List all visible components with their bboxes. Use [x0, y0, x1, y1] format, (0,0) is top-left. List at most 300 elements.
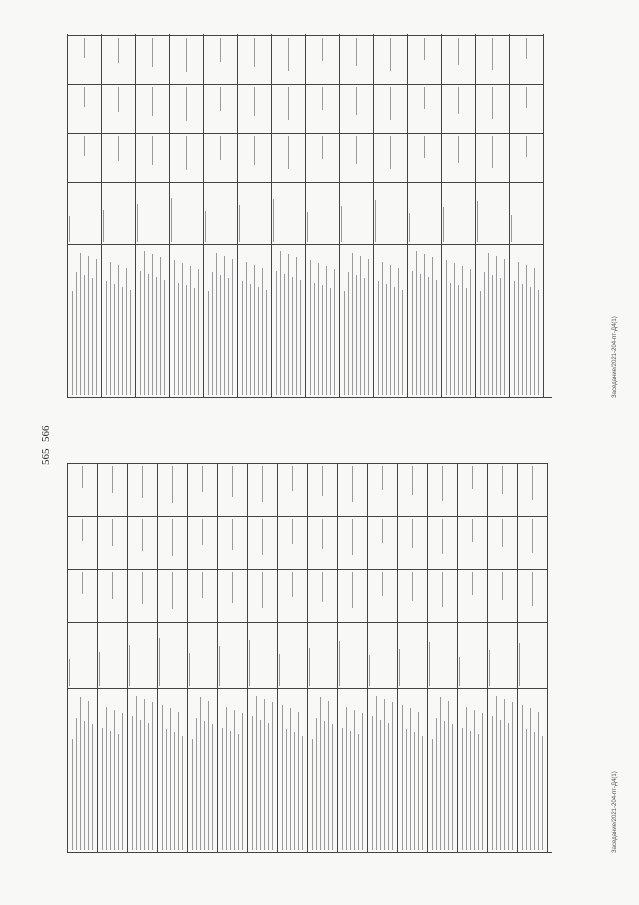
row-description — [272, 244, 305, 397]
row-value-2 — [272, 84, 305, 133]
illegible-text-line — [496, 696, 497, 850]
illegible-text-line — [384, 699, 385, 850]
illegible-text-line — [312, 739, 313, 850]
illegible-text-line — [458, 285, 459, 395]
illegible-number — [84, 38, 85, 58]
illegible-text-line — [324, 721, 325, 850]
row-value-3 — [128, 463, 157, 516]
illegible-text-line — [392, 702, 393, 850]
row-value-2 — [238, 84, 271, 133]
illegible-text-line — [122, 287, 123, 395]
illegible-number — [442, 572, 443, 607]
row-budget-code — [136, 182, 169, 244]
table-row — [218, 463, 248, 852]
table-row — [374, 34, 408, 397]
row-value-3 — [374, 35, 407, 84]
illegible-number — [322, 466, 323, 496]
illegible-number — [412, 572, 413, 601]
illegible-text-line — [526, 265, 527, 395]
row-description — [408, 244, 441, 397]
row-value-3 — [68, 35, 101, 84]
illegible-text-line — [390, 265, 391, 395]
table-row — [398, 463, 428, 852]
illegible-text-line — [290, 709, 291, 851]
illegible-number — [492, 87, 493, 119]
illegible-text-line — [406, 729, 407, 850]
row-value-2 — [248, 516, 277, 569]
row-value-1 — [136, 133, 169, 182]
illegible-text-line — [334, 269, 335, 395]
row-value-1 — [338, 569, 367, 622]
illegible-number — [232, 572, 233, 603]
illegible-text-line — [322, 285, 323, 395]
row-description — [510, 244, 543, 397]
illegible-number — [262, 572, 263, 608]
illegible-text-line — [412, 271, 413, 395]
row-description — [238, 244, 271, 397]
illegible-text-line — [450, 283, 451, 395]
illegible-text-line — [462, 266, 463, 395]
illegible-number — [232, 519, 233, 550]
table-row — [188, 463, 218, 852]
illegible-text-line — [230, 731, 231, 850]
table-row — [204, 34, 238, 397]
row-description — [68, 244, 101, 397]
row-budget-code — [306, 182, 339, 244]
illegible-number — [202, 572, 203, 598]
table-row — [128, 463, 158, 852]
table-row — [306, 34, 340, 397]
illegible-number — [232, 466, 233, 497]
row-value-1 — [428, 569, 457, 622]
illegible-text-line — [152, 702, 153, 850]
illegible-text-line — [284, 274, 285, 395]
budget-table-page-566 — [67, 34, 552, 398]
table-row — [518, 463, 548, 852]
illegible-number — [322, 87, 323, 110]
row-value-2 — [442, 84, 475, 133]
illegible-number — [356, 87, 357, 115]
row-value-2 — [68, 516, 97, 569]
row-value-1 — [518, 569, 547, 622]
illegible-text-line — [122, 713, 123, 850]
illegible-text-line — [360, 256, 361, 395]
illegible-text-line — [174, 732, 175, 850]
illegible-text-line — [504, 259, 505, 395]
illegible-number — [472, 572, 473, 595]
page-number-565: 565 — [40, 448, 52, 465]
illegible-text-line — [310, 260, 311, 395]
side-label-right: Заседание/2021-204-пт-Д4(1) — [612, 316, 618, 398]
illegible-text-line — [470, 269, 471, 395]
row-value-3 — [442, 35, 475, 84]
budget-table-page-565 — [67, 463, 552, 853]
illegible-text-line — [192, 739, 193, 850]
row-value-1 — [102, 133, 135, 182]
row-description — [488, 688, 517, 852]
row-value-2 — [98, 516, 127, 569]
illegible-number — [424, 87, 425, 109]
illegible-text-line — [480, 291, 481, 395]
illegible-text-line — [422, 736, 423, 850]
illegible-number — [152, 136, 153, 165]
illegible-number — [532, 572, 533, 606]
illegible-text-line — [190, 266, 191, 395]
illegible-text-line — [462, 728, 463, 850]
illegible-text-line — [174, 260, 175, 395]
illegible-text-line — [212, 724, 213, 850]
row-description — [158, 688, 187, 852]
row-value-3 — [188, 463, 217, 516]
illegible-number — [532, 466, 533, 500]
row-budget-code — [398, 622, 427, 688]
illegible-number — [502, 519, 503, 547]
row-budget-code — [442, 182, 475, 244]
illegible-text-line — [110, 731, 111, 850]
row-value-1 — [398, 569, 427, 622]
illegible-text-line — [436, 718, 437, 850]
row-budget-code — [128, 622, 157, 688]
row-description — [428, 688, 457, 852]
illegible-text-line — [542, 736, 543, 850]
row-value-1 — [158, 569, 187, 622]
illegible-text-line — [140, 271, 141, 395]
row-value-1 — [374, 133, 407, 182]
illegible-text-line — [344, 291, 345, 395]
illegible-text-line — [478, 734, 479, 850]
illegible-number — [382, 519, 383, 543]
table-row — [238, 34, 272, 397]
illegible-text-line — [260, 720, 261, 850]
table-row — [338, 463, 368, 852]
row-value-3 — [338, 463, 367, 516]
row-budget-code — [338, 622, 367, 688]
illegible-text-line — [354, 710, 355, 850]
page-number-566: 566 — [40, 425, 52, 442]
illegible-text-line — [350, 731, 351, 850]
side-label-left: Заседание/2021-204-пт-Д4(1) — [612, 771, 618, 853]
illegible-number — [409, 214, 410, 243]
illegible-text-line — [410, 709, 411, 851]
illegible-number — [459, 657, 460, 686]
row-value-3 — [488, 463, 517, 516]
illegible-number — [511, 215, 512, 242]
illegible-number — [254, 38, 255, 67]
illegible-text-line — [482, 713, 483, 850]
illegible-number — [220, 38, 221, 62]
illegible-text-line — [530, 709, 531, 851]
illegible-text-line — [194, 288, 195, 395]
illegible-number — [288, 38, 289, 71]
row-budget-code — [102, 182, 135, 244]
illegible-text-line — [522, 284, 523, 395]
illegible-number — [142, 466, 143, 498]
illegible-number — [458, 38, 459, 65]
row-description — [188, 688, 217, 852]
row-description — [374, 244, 407, 397]
illegible-number — [519, 643, 520, 686]
illegible-number — [103, 210, 104, 242]
row-value-1 — [488, 569, 517, 622]
illegible-number — [172, 466, 173, 503]
illegible-number — [292, 519, 293, 544]
illegible-text-line — [114, 284, 115, 395]
illegible-number — [492, 136, 493, 168]
row-description — [170, 244, 203, 397]
illegible-number — [69, 659, 70, 686]
illegible-number — [254, 136, 255, 165]
table-row — [102, 34, 136, 397]
illegible-text-line — [76, 272, 77, 395]
illegible-text-line — [418, 712, 419, 850]
illegible-text-line — [232, 259, 233, 395]
illegible-text-line — [160, 257, 161, 395]
illegible-number — [424, 38, 425, 60]
row-value-1 — [204, 133, 237, 182]
illegible-text-line — [276, 271, 277, 395]
table-row — [408, 34, 442, 397]
row-value-3 — [204, 35, 237, 84]
illegible-number — [273, 199, 274, 242]
illegible-text-line — [432, 739, 433, 850]
row-value-2 — [218, 516, 247, 569]
illegible-text-line — [348, 272, 349, 395]
illegible-text-line — [118, 734, 119, 850]
row-budget-code — [68, 182, 101, 244]
illegible-text-line — [264, 699, 265, 850]
illegible-text-line — [402, 705, 403, 850]
row-value-3 — [306, 35, 339, 84]
row-value-1 — [128, 569, 157, 622]
illegible-number — [458, 136, 459, 163]
illegible-number — [186, 87, 187, 121]
row-budget-code — [238, 182, 271, 244]
row-value-2 — [68, 84, 101, 133]
illegible-number — [82, 572, 83, 594]
illegible-number — [279, 654, 280, 686]
illegible-number — [443, 207, 444, 242]
illegible-text-line — [420, 274, 421, 395]
illegible-text-line — [178, 283, 179, 395]
row-value-2 — [188, 516, 217, 569]
illegible-number — [82, 466, 83, 488]
illegible-text-line — [246, 262, 247, 395]
illegible-text-line — [182, 736, 183, 850]
row-value-3 — [102, 35, 135, 84]
illegible-text-line — [326, 266, 327, 395]
row-budget-code — [158, 622, 187, 688]
illegible-text-line — [440, 697, 441, 850]
illegible-text-line — [500, 278, 501, 395]
row-value-3 — [218, 463, 247, 516]
illegible-number — [288, 87, 289, 120]
table-row — [68, 34, 102, 397]
illegible-text-line — [110, 262, 111, 395]
illegible-text-line — [162, 705, 163, 850]
illegible-text-line — [80, 697, 81, 850]
illegible-number — [118, 87, 119, 112]
table-row — [170, 34, 204, 397]
illegible-text-line — [84, 275, 85, 395]
illegible-text-line — [330, 288, 331, 395]
illegible-text-line — [106, 707, 107, 850]
illegible-text-line — [318, 263, 319, 395]
row-value-2 — [128, 516, 157, 569]
row-value-2 — [278, 516, 307, 569]
illegible-text-line — [280, 251, 281, 395]
illegible-number — [220, 136, 221, 160]
illegible-text-line — [294, 732, 295, 850]
row-description — [98, 688, 127, 852]
illegible-text-line — [144, 699, 145, 850]
illegible-number — [502, 466, 503, 494]
row-description — [398, 688, 427, 852]
illegible-text-line — [148, 274, 149, 395]
illegible-text-line — [80, 253, 81, 395]
row-value-2 — [458, 516, 487, 569]
illegible-text-line — [538, 712, 539, 850]
illegible-number — [292, 466, 293, 491]
illegible-number — [412, 519, 413, 548]
illegible-number — [112, 572, 113, 599]
illegible-text-line — [314, 283, 315, 395]
row-value-2 — [204, 84, 237, 133]
illegible-text-line — [208, 291, 209, 395]
illegible-text-line — [266, 290, 267, 395]
illegible-text-line — [182, 263, 183, 395]
row-value-3 — [340, 35, 373, 84]
row-value-3 — [408, 35, 441, 84]
row-description — [136, 244, 169, 397]
row-budget-code — [408, 182, 441, 244]
illegible-text-line — [454, 263, 455, 395]
illegible-text-line — [220, 275, 221, 395]
illegible-text-line — [208, 701, 209, 850]
illegible-text-line — [320, 697, 321, 850]
illegible-number — [205, 211, 206, 242]
illegible-text-line — [538, 290, 539, 395]
illegible-text-line — [76, 718, 77, 850]
illegible-text-line — [234, 710, 235, 850]
illegible-text-line — [342, 728, 343, 850]
illegible-text-line — [328, 701, 329, 850]
illegible-text-line — [484, 272, 485, 395]
row-value-1 — [408, 133, 441, 182]
illegible-text-line — [356, 275, 357, 395]
table-row — [458, 463, 488, 852]
row-description — [102, 244, 135, 397]
illegible-number — [526, 87, 527, 108]
illegible-number — [239, 205, 240, 242]
illegible-number — [502, 572, 503, 600]
illegible-number — [322, 38, 323, 61]
row-value-2 — [476, 84, 509, 133]
illegible-text-line — [530, 287, 531, 395]
row-value-2 — [158, 516, 187, 569]
table-row — [428, 463, 458, 852]
illegible-text-line — [212, 272, 213, 395]
illegible-number — [472, 466, 473, 489]
illegible-text-line — [140, 720, 141, 850]
row-budget-code — [510, 182, 543, 244]
illegible-number — [288, 136, 289, 169]
row-value-1 — [368, 569, 397, 622]
row-budget-code — [204, 182, 237, 244]
row-value-3 — [428, 463, 457, 516]
table-row — [272, 34, 306, 397]
illegible-number — [526, 38, 527, 59]
illegible-number — [118, 136, 119, 161]
illegible-number — [219, 646, 220, 686]
table-row — [136, 34, 170, 397]
illegible-text-line — [428, 277, 429, 395]
illegible-number — [186, 136, 187, 170]
row-value-1 — [308, 569, 337, 622]
row-budget-code — [476, 182, 509, 244]
illegible-number — [390, 38, 391, 71]
row-value-2 — [518, 516, 547, 569]
row-description — [218, 688, 247, 852]
illegible-number — [526, 136, 527, 157]
illegible-text-line — [166, 729, 167, 850]
row-value-2 — [368, 516, 397, 569]
illegible-text-line — [144, 251, 145, 395]
table-row — [510, 34, 544, 397]
illegible-text-line — [84, 721, 85, 850]
illegible-text-line — [372, 716, 373, 850]
illegible-number — [220, 87, 221, 111]
illegible-text-line — [474, 710, 475, 850]
illegible-text-line — [114, 710, 115, 850]
row-value-2 — [374, 84, 407, 133]
illegible-number — [129, 645, 130, 686]
table-row — [476, 34, 510, 397]
table-row — [442, 34, 476, 397]
illegible-text-line — [72, 739, 73, 850]
illegible-number — [341, 206, 342, 242]
row-value-1 — [248, 569, 277, 622]
row-value-2 — [170, 84, 203, 133]
table-row — [248, 463, 278, 852]
illegible-text-line — [534, 732, 535, 850]
illegible-number — [172, 519, 173, 556]
illegible-text-line — [126, 268, 127, 395]
row-value-3 — [476, 35, 509, 84]
illegible-text-line — [152, 254, 153, 395]
illegible-text-line — [518, 262, 519, 395]
row-value-3 — [136, 35, 169, 84]
illegible-number — [152, 38, 153, 67]
illegible-number — [339, 641, 340, 686]
illegible-text-line — [346, 707, 347, 850]
illegible-number — [171, 198, 172, 242]
illegible-number — [390, 87, 391, 120]
illegible-number — [390, 136, 391, 169]
illegible-number — [202, 519, 203, 545]
row-budget-code — [488, 622, 517, 688]
illegible-text-line — [198, 269, 199, 395]
row-value-3 — [158, 463, 187, 516]
row-value-3 — [458, 463, 487, 516]
illegible-text-line — [254, 265, 255, 395]
row-value-3 — [308, 463, 337, 516]
illegible-text-line — [386, 284, 387, 395]
illegible-number — [322, 136, 323, 159]
row-value-2 — [102, 84, 135, 133]
illegible-text-line — [376, 696, 377, 850]
row-budget-code — [308, 622, 337, 688]
row-value-3 — [68, 463, 97, 516]
